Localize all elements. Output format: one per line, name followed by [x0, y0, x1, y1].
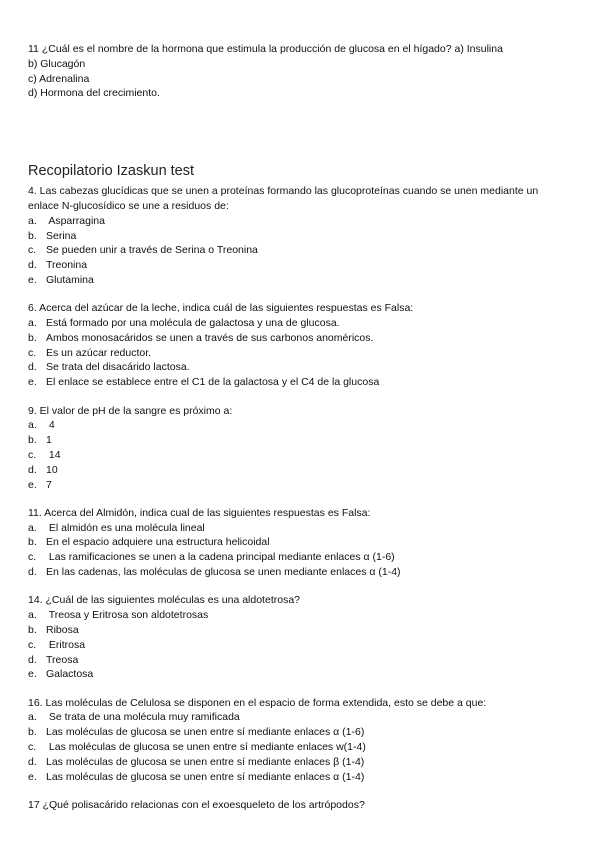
- answer-option: [28, 360, 576, 375]
- option-letter: c.: [28, 346, 37, 359]
- answer-option: [28, 316, 576, 331]
- option-text: Serina: [46, 229, 77, 242]
- answer-option: [28, 214, 576, 229]
- answer-option: [28, 273, 576, 288]
- option-text: En las cadenas, las moléculas de glucosa se unen mediante enlaces α (1-4): [46, 566, 401, 579]
- option-letter: c.: [28, 638, 37, 651]
- question-stem: 17 ¿Qué polisacárido relacionas con el exoesqueleto de los artrópodos?: [28, 798, 365, 811]
- answer-option: [28, 725, 576, 740]
- answer-option: [28, 710, 576, 725]
- answer-option: [28, 433, 576, 448]
- option-letter: d.: [28, 259, 37, 272]
- answer-option: [28, 770, 576, 785]
- question-block: [28, 184, 576, 288]
- option-letter: a.: [28, 711, 37, 724]
- option-letter: e.: [28, 478, 37, 491]
- option-letter: a.: [28, 317, 37, 330]
- question-block: [28, 506, 576, 580]
- option-letter: d.: [28, 566, 37, 579]
- question-stem: 4. Las cabezas glucídicas que se unen a proteínas formando las glucoproteínas cuando se unen mediante un: [28, 185, 539, 198]
- option-letter: a.: [28, 419, 37, 432]
- option-letter: b.: [28, 536, 37, 549]
- option-text: El almidón es una molécula lineal: [46, 521, 205, 534]
- option-text: Es un azúcar reductor.: [46, 346, 152, 359]
- option-text: 10: [46, 463, 58, 476]
- answer-option: [28, 346, 576, 361]
- option-letter: c.: [28, 740, 37, 753]
- answer-option: [28, 653, 576, 668]
- option-text: Asparragina: [46, 214, 105, 227]
- option-text: 14: [46, 448, 61, 461]
- option-text: Las moléculas de glucosa se unen entre sí mediante enlaces α (1-6): [46, 726, 365, 739]
- answer-option: [28, 755, 576, 770]
- option-letter: b.: [28, 726, 37, 739]
- answer-option: [28, 478, 576, 493]
- answer-option: [28, 463, 576, 478]
- option-letter: c.: [28, 448, 37, 461]
- question-stem: enlace N-glucosídico se une a residuos de:: [28, 199, 229, 212]
- option-letter: d.: [28, 361, 37, 374]
- option-text: El enlace se establece entre el C1 de la galactosa y el C4 de la glucosa: [46, 376, 380, 389]
- option-text: Las moléculas de glucosa se unen entre sí mediante enlaces w(1-4): [46, 740, 366, 753]
- document-page: [28, 42, 576, 826]
- option-text: Se pueden unir a través de Serina o Treonina: [46, 244, 258, 257]
- option-text: Se trata de una molécula muy ramificada: [46, 711, 240, 724]
- intro-option: b) Glucagón: [28, 57, 86, 70]
- answer-option: [28, 608, 576, 623]
- option-letter: d.: [28, 653, 37, 666]
- answer-option: [28, 243, 576, 258]
- answer-option: [28, 535, 576, 550]
- option-letter: b.: [28, 229, 37, 242]
- option-text: Las moléculas de glucosa se unen entre sí mediante enlaces β (1-4): [46, 755, 365, 768]
- answer-option: [28, 229, 576, 244]
- option-letter: c.: [28, 551, 37, 564]
- intro-question: [28, 42, 576, 101]
- intro-option: c) Adrenalina: [28, 72, 90, 85]
- option-text: Glutamina: [46, 273, 94, 286]
- option-text: Treosa: [46, 653, 79, 666]
- answer-option: [28, 623, 576, 638]
- answer-option: [28, 375, 576, 390]
- option-letter: a.: [28, 609, 37, 622]
- option-text: 1: [46, 434, 52, 447]
- intro-question-text: 11 ¿Cuál es el nombre de la hormona que estimula la producción de glucosa en el hígado? a) Insulina: [28, 43, 503, 55]
- answer-option: [28, 550, 576, 565]
- question-block: [28, 798, 576, 813]
- option-text: Ambos monosacáridos se unen a través de sus carbonos anoméricos.: [46, 331, 374, 344]
- option-text: 7: [46, 478, 52, 491]
- answer-option: [28, 521, 576, 536]
- option-text: En el espacio adquiere una estructura helicoidal: [46, 536, 270, 549]
- option-text: Las moléculas de glucosa se unen entre sí mediante enlaces α (1-4): [46, 770, 365, 783]
- option-text: Eritrosa: [46, 638, 86, 651]
- option-letter: e.: [28, 668, 37, 681]
- option-letter: b.: [28, 434, 37, 447]
- question-list: [28, 184, 576, 812]
- question-block: [28, 404, 576, 493]
- option-letter: b.: [28, 623, 37, 636]
- section-title: Recopilatorio Izaskun test: [28, 163, 195, 180]
- answer-option: [28, 418, 576, 433]
- option-letter: c.: [28, 244, 37, 257]
- intro-option: d) Hormona del crecimiento.: [28, 87, 160, 100]
- option-text: Se trata del disacárido lactosa.: [46, 361, 190, 374]
- option-letter: b.: [28, 331, 37, 344]
- option-text: 4: [46, 419, 55, 432]
- option-text: Treosa y Eritrosa son aldotetrosas: [46, 609, 209, 622]
- question-block: [28, 301, 576, 390]
- answer-option: [28, 565, 576, 580]
- answer-option: [28, 740, 576, 755]
- question-stem: 9. El valor de pH de la sangre es próximo a:: [28, 404, 233, 417]
- option-text: Está formado por una molécula de galactosa y una de glucosa.: [46, 317, 340, 330]
- option-text: Treonina: [46, 259, 88, 272]
- question-stem: 14. ¿Cuál de las siguientes moléculas es una aldotetrosa?: [28, 594, 300, 607]
- question-stem: 11. Acerca del Almidón, indica cual de las siguientes respuestas es Falsa:: [28, 506, 371, 519]
- answer-option: [28, 448, 576, 463]
- answer-option: [28, 331, 576, 346]
- question-block: [28, 593, 576, 682]
- option-letter: e.: [28, 273, 37, 286]
- option-text: Las ramificaciones se unen a la cadena principal mediante enlaces α (1-6): [46, 551, 395, 564]
- question-stem: 6. Acerca del azúcar de la leche, indica cuál de las siguientes respuestas es Falsa:: [28, 302, 414, 315]
- option-letter: a.: [28, 214, 37, 227]
- question-block: [28, 696, 576, 785]
- answer-option: [28, 638, 576, 653]
- answer-option: [28, 258, 576, 273]
- option-text: Ribosa: [46, 623, 79, 636]
- option-text: Galactosa: [46, 668, 94, 681]
- question-stem: 16. Las moléculas de Celulosa se disponen en el espacio de forma extendida, esto se debe a que:: [28, 696, 487, 709]
- option-letter: d.: [28, 463, 37, 476]
- option-letter: a.: [28, 521, 37, 534]
- option-letter: e.: [28, 376, 37, 389]
- answer-option: [28, 667, 576, 682]
- option-letter: e.: [28, 770, 37, 783]
- option-letter: d.: [28, 755, 37, 768]
